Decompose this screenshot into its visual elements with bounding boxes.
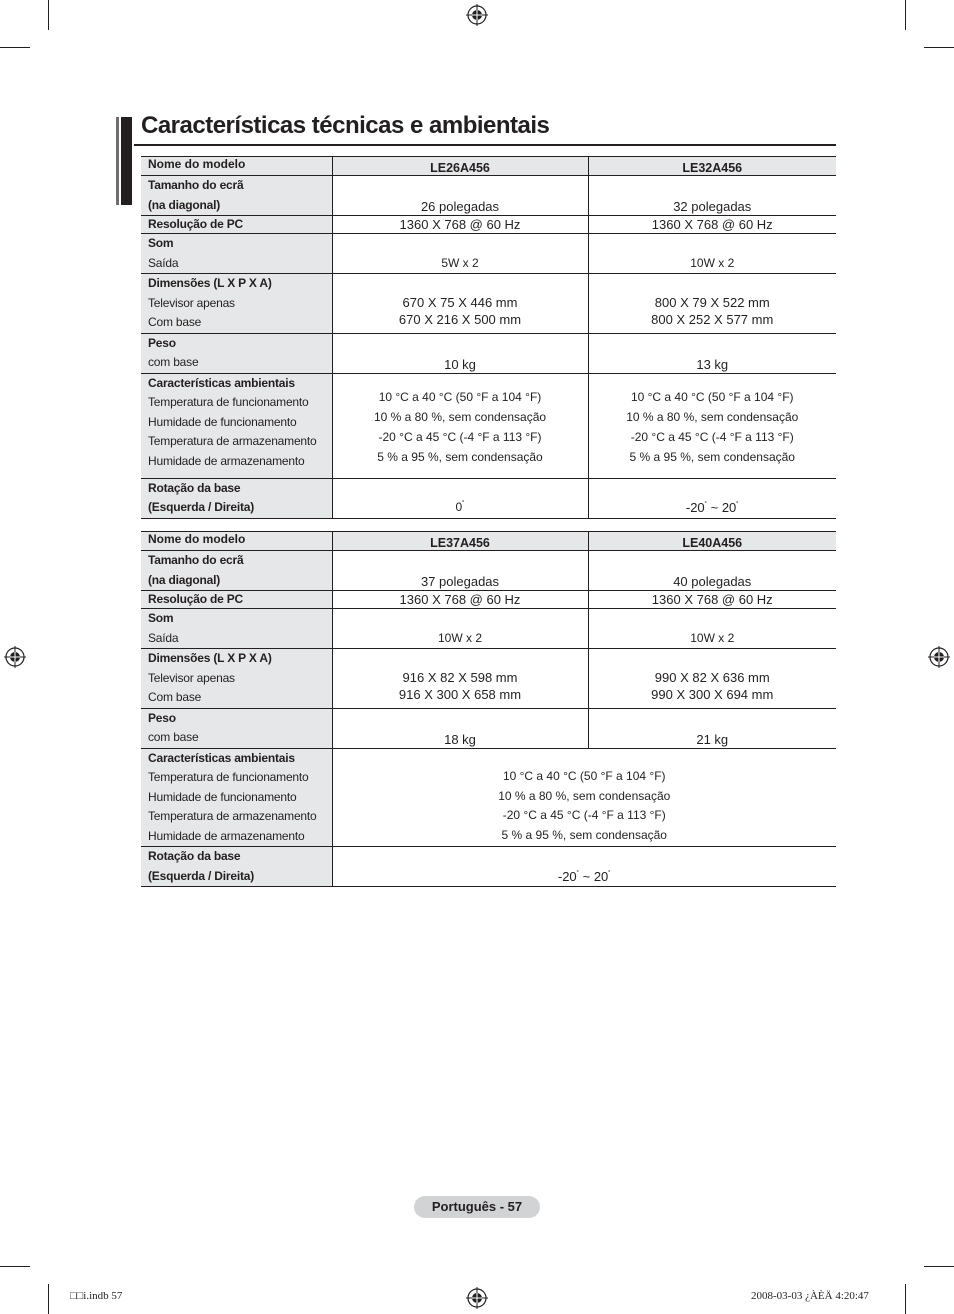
value-line: -20 °C a 45 °C (-4 °F a 113 °F)	[630, 429, 794, 444]
dimensions-value-2	[588, 274, 836, 334]
label-line: Dimensões (L X P X A)	[148, 276, 272, 290]
label-line: Humidade de armazenamento	[148, 828, 305, 843]
title-accent-bar	[116, 117, 132, 205]
screen-size-value-1	[332, 551, 588, 591]
sound-value-2	[588, 234, 836, 274]
label-line: com base	[148, 730, 199, 744]
sound-label	[141, 234, 332, 274]
model-name-label: Nome do modelo	[141, 532, 332, 551]
value-line: 5 % a 95 %, sem condensação	[629, 449, 795, 464]
label-line: Temperatura de funcionamento	[148, 770, 309, 784]
value-line: 916 X 300 X 658 mm	[398, 686, 522, 702]
value-line: 10 °C a 40 °C (50 °F a 104 °F)	[378, 390, 542, 405]
environment-value-shared	[332, 748, 836, 847]
spec-table-1	[141, 156, 836, 519]
label-line: Saída	[148, 630, 179, 645]
degree-mark: ˚	[608, 871, 611, 878]
value-line: 916 X 82 X 598 mm	[402, 669, 518, 685]
label-line: Televisor apenas	[148, 295, 235, 310]
pc-resolution-value-1	[332, 591, 588, 609]
dimensions-label	[141, 649, 332, 709]
value-line: 10 °C a 40 °C (50 °F a 104 °F)	[630, 390, 794, 405]
model-name-2: LE40A456	[588, 532, 836, 551]
value-text: ~ 20	[707, 499, 737, 515]
screen-size-value-2	[588, 551, 836, 591]
dimensions-label	[141, 274, 332, 334]
value-line: 10 kg	[444, 356, 476, 372]
label-line: Saída	[148, 255, 179, 270]
value-line: -20 °C a 45 °C (-4 °F a 113 °F)	[378, 429, 542, 444]
rotation-label	[141, 478, 332, 518]
value-line: 1360 X 768 @ 60 Hz	[399, 592, 521, 607]
value-line	[589, 495, 837, 518]
registration-mark-icon	[466, 4, 488, 26]
degree-mark: ˚	[704, 501, 707, 509]
registration-mark-icon	[928, 646, 950, 668]
table-row	[141, 274, 836, 334]
label-line: Temperatura de funcionamento	[148, 395, 309, 409]
label-line: Humidade de funcionamento	[148, 414, 297, 429]
page-title: Características técnicas e ambientais	[141, 112, 550, 139]
value-line: 5 % a 95 %, sem condensação	[377, 449, 543, 464]
crop-mark	[48, 1284, 49, 1314]
label-line: Temperatura de armazenamento	[148, 434, 317, 448]
table-row	[141, 157, 836, 176]
rotation-value-shared	[332, 847, 836, 887]
table-row	[141, 609, 836, 649]
label-line: Humidade de funcionamento	[148, 789, 297, 804]
value-line: 990 X 300 X 694 mm	[651, 686, 774, 702]
environment-label	[141, 373, 332, 478]
pc-resolution-value-2	[588, 216, 836, 234]
value-line: 32 polegadas	[673, 199, 752, 214]
value-line: 18 kg	[444, 731, 476, 747]
value-line: 990 X 82 X 636 mm	[654, 669, 770, 685]
value-line: 1360 X 768 @ 60 Hz	[651, 592, 773, 607]
pc-resolution-value-1	[332, 216, 588, 234]
value-line: 5 % a 95 %, sem condensação	[501, 828, 667, 843]
environment-value-2	[588, 373, 836, 478]
crop-mark	[0, 47, 30, 48]
sound-value-2	[588, 609, 836, 649]
label-line: Dimensões (L X P X A)	[148, 651, 272, 665]
value-line: 1360 X 768 @ 60 Hz	[651, 217, 773, 232]
label-line: Com base	[148, 690, 202, 704]
table-row	[141, 216, 836, 234]
crop-mark	[924, 1266, 954, 1267]
value-line: 13 kg	[696, 356, 729, 372]
title-rule	[134, 144, 836, 146]
crop-mark	[924, 47, 954, 48]
table-row	[141, 551, 836, 591]
value-text: -20	[557, 869, 577, 884]
weight-value-2	[588, 708, 836, 748]
sound-value-1	[332, 234, 588, 274]
label-line: Rotação da base	[148, 480, 241, 495]
value-line: 1360 X 768 @ 60 Hz	[399, 217, 521, 232]
degree-mark: ˚	[576, 871, 579, 878]
value-line: 37 polegadas	[420, 574, 500, 589]
label-line: (na diagonal)	[148, 572, 221, 587]
label-line: Humidade de armazenamento	[148, 453, 305, 468]
weight-label	[141, 333, 332, 373]
label-line: com base	[148, 355, 199, 369]
pc-resolution-label	[141, 591, 332, 609]
spec-table-2	[141, 531, 836, 887]
screen-size-label	[141, 176, 332, 216]
table-row	[141, 591, 836, 609]
label-line: Tamanho do ecrã	[148, 553, 244, 567]
value-line: 800 X 79 X 522 mm	[654, 294, 770, 310]
value-line	[333, 865, 837, 886]
registration-mark-icon	[466, 1287, 488, 1309]
environment-label	[141, 748, 332, 847]
table-row	[141, 373, 836, 478]
label-line: Resolução de PC	[148, 217, 244, 231]
label-line: Som	[148, 611, 174, 625]
value-line: 10 °C a 40 °C (50 °F a 104 °F)	[502, 768, 666, 783]
weight-value-1	[332, 708, 588, 748]
print-slug-timestamp: 2008-03-03 ¿ÀÈÄ 4:20:47	[751, 1290, 869, 1302]
table-row	[141, 234, 836, 274]
value-line: 670 X 216 X 500 mm	[398, 311, 522, 327]
value-line: 800 X 252 X 577 mm	[651, 311, 774, 327]
value-line: 26 polegadas	[420, 199, 500, 214]
dimensions-value-1	[332, 274, 588, 334]
model-name-label: Nome do modelo	[141, 157, 332, 176]
model-name-2: LE32A456	[588, 157, 836, 176]
table-row	[141, 333, 836, 373]
registration-mark-icon	[4, 646, 26, 668]
screen-size-value-1	[332, 176, 588, 216]
label-line: (Esquerda / Direita)	[148, 500, 255, 514]
value-line: 10W x 2	[437, 630, 482, 645]
environment-value-1	[332, 373, 588, 478]
label-line: Peso	[148, 335, 176, 350]
weight-value-2	[588, 333, 836, 373]
pc-resolution-label	[141, 216, 332, 234]
degree-mark: ˚	[462, 501, 465, 508]
page-number-badge: Português - 57	[414, 1196, 540, 1218]
label-line: Com base	[148, 315, 202, 329]
dimensions-value-1	[332, 649, 588, 709]
label-line: (na diagonal)	[148, 197, 221, 212]
sound-label	[141, 609, 332, 649]
table-row	[141, 176, 836, 216]
weight-label	[141, 708, 332, 748]
label-line: Características ambientais	[148, 750, 295, 765]
value-line	[333, 495, 588, 518]
weight-value-1	[332, 333, 588, 373]
label-line: (Esquerda / Direita)	[148, 868, 255, 883]
value-line: 40 polegadas	[673, 574, 752, 589]
table-row	[141, 478, 836, 518]
label-line: Temperatura de armazenamento	[148, 809, 317, 823]
pc-resolution-value-2	[588, 591, 836, 609]
screen-size-value-2	[588, 176, 836, 216]
value-line: 10W x 2	[690, 630, 735, 645]
label-line: Resolução de PC	[148, 592, 244, 606]
value-line: 21 kg	[696, 731, 729, 747]
table-row	[141, 708, 836, 748]
rotation-value-2	[588, 478, 836, 518]
value-line: -20 °C a 45 °C (-4 °F a 113 °F)	[502, 808, 666, 823]
dimensions-value-2	[588, 649, 836, 709]
value-text: -20	[685, 499, 705, 515]
rotation-label	[141, 847, 332, 887]
label-line: Características ambientais	[148, 375, 295, 390]
crop-mark	[0, 1266, 30, 1267]
model-name-1: LE37A456	[332, 532, 588, 551]
rotation-value-1	[332, 478, 588, 518]
model-name-1: LE26A456	[332, 157, 588, 176]
label-line: Rotação da base	[148, 849, 241, 863]
value-line: 670 X 75 X 446 mm	[402, 294, 518, 310]
crop-mark	[905, 0, 906, 30]
label-line: Peso	[148, 710, 176, 725]
table-row	[141, 649, 836, 709]
value-line: 10 % a 80 %, sem condensação	[498, 788, 671, 803]
value-line: 10 % a 80 %, sem condensação	[373, 410, 547, 425]
label-line: Televisor apenas	[148, 670, 235, 685]
value-line: 10W x 2	[690, 255, 735, 270]
degree-mark: ˚	[736, 501, 739, 509]
label-line: Tamanho do ecrã	[148, 178, 244, 192]
table-row	[141, 748, 836, 847]
value-text: 0	[455, 500, 463, 514]
label-line: Som	[148, 236, 174, 250]
crop-mark	[48, 0, 49, 30]
sound-value-1	[332, 609, 588, 649]
value-line: 10 % a 80 %, sem condensação	[626, 410, 799, 425]
table-row	[141, 532, 836, 551]
print-slug-file: □□i.indb 57	[70, 1290, 123, 1302]
crop-mark	[905, 1284, 906, 1314]
table-row	[141, 847, 836, 887]
screen-size-label	[141, 551, 332, 591]
value-line: 5W x 2	[441, 255, 479, 270]
value-text: ~ 20	[579, 869, 609, 884]
